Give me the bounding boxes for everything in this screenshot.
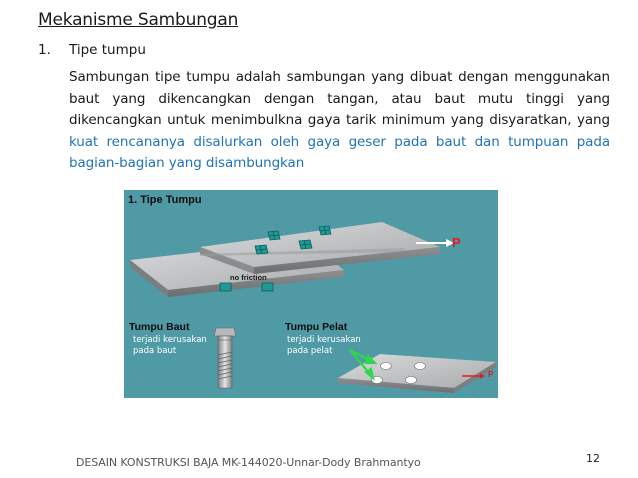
hole-icon bbox=[406, 377, 417, 384]
tumpu-baut-note-line2: pada baut bbox=[133, 346, 177, 356]
tumpu-pelat-note-line1: terjadi kerusakan bbox=[287, 335, 361, 345]
list-heading: Tipe tumpu bbox=[69, 42, 146, 58]
tumpu-pelat-note bbox=[287, 335, 361, 357]
bolt-head-icon bbox=[319, 226, 331, 235]
figure-illustration bbox=[124, 190, 498, 398]
bolt-head-icon bbox=[255, 245, 268, 254]
no-friction-label: no friction bbox=[230, 273, 267, 282]
hole-icon bbox=[415, 363, 426, 370]
tumpu-pelat-note-line2: pada pelat bbox=[287, 346, 333, 356]
bolt-nut-icon bbox=[262, 283, 273, 291]
slide-title: Mekanisme Sambungan bbox=[38, 10, 239, 30]
hole-icon bbox=[381, 363, 392, 370]
figure-title: 1. Tipe Tumpu bbox=[128, 194, 202, 206]
body-paragraph bbox=[69, 67, 610, 175]
paragraph-text: Sambungan tipe tumpu adalah sambungan yang dibuat dengan menggunakan baut yang dikencangkan dengan tangan, atau baut mutu tinggi yang dikencangkan untuk menimbulkna gaya tarik minimum yang disyaratkan, yang bbox=[69, 69, 610, 128]
bolt-head-icon bbox=[268, 231, 280, 240]
tumpu-pelat-label: Tumpu Pelat bbox=[285, 321, 348, 333]
load-label: P bbox=[452, 235, 461, 250]
footer-text: DESAIN KONSTRUKSI BAJA MK-144020-Unnar-Dody Brahmantyo bbox=[76, 456, 421, 469]
tumpu-baut-label: Tumpu Baut bbox=[129, 321, 190, 333]
page-number: 12 bbox=[586, 452, 600, 465]
small-load-label: P bbox=[488, 370, 494, 379]
paragraph-highlight: kuat rencananya disalurkan oleh gaya geser pada baut dan tumpuan pada bagian-bagian yang disambungkan bbox=[69, 133, 610, 171]
bearing-type-figure bbox=[124, 190, 498, 398]
bolt-nut-icon bbox=[220, 283, 231, 291]
list-number: 1. bbox=[38, 42, 51, 58]
tumpu-baut-note bbox=[133, 335, 207, 357]
tumpu-baut-note-line1: terjadi kerusakan bbox=[133, 335, 207, 345]
bolt-head-icon bbox=[299, 240, 312, 249]
